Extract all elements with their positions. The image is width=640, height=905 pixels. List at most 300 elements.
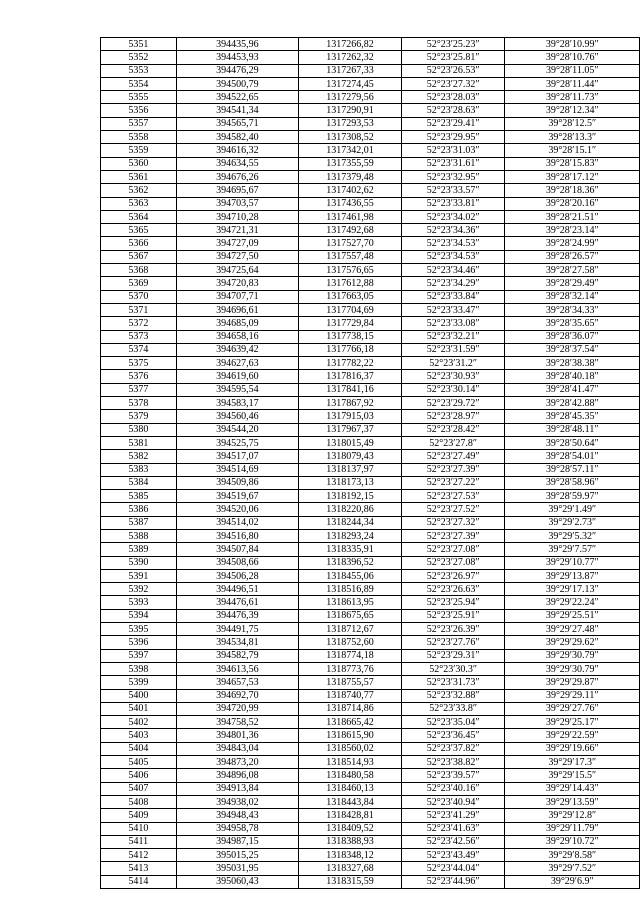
x-coordinate-cell: 394520,06 (176, 503, 299, 516)
table-row (101, 490, 640, 503)
latitude-cell: 52°23′29.41″ (401, 117, 505, 130)
x-coordinate-cell: 394896,08 (176, 769, 299, 782)
point-number-cell: 5355 (101, 91, 177, 104)
longitude-cell: 39°29′10.77″ (505, 556, 640, 569)
y-coordinate-cell: 1317967,37 (299, 423, 402, 436)
longitude-cell: 39°28′15.1″ (505, 144, 640, 157)
x-coordinate-cell: 394619,60 (176, 370, 299, 383)
x-coordinate-cell: 394491,75 (176, 623, 299, 636)
table-row (101, 51, 640, 64)
longitude-cell: 39°29′7.57″ (505, 543, 640, 556)
latitude-cell: 52°23′31.03″ (401, 144, 505, 157)
point-number-cell: 5392 (101, 583, 177, 596)
x-coordinate-cell: 394843,04 (176, 742, 299, 755)
table-row (101, 529, 640, 542)
y-coordinate-cell: 1318244,34 (299, 516, 402, 529)
latitude-cell: 52°23′30.14″ (401, 383, 505, 396)
point-number-cell: 5401 (101, 702, 177, 715)
x-coordinate-cell: 394913,84 (176, 782, 299, 795)
y-coordinate-cell: 1318396,52 (299, 556, 402, 569)
x-coordinate-cell: 394938,02 (176, 795, 299, 808)
table-row (101, 729, 640, 742)
point-number-cell: 5385 (101, 490, 177, 503)
x-coordinate-cell: 394496,51 (176, 583, 299, 596)
latitude-cell: 52°23′29.95″ (401, 131, 505, 144)
latitude-cell: 52°23′28.97″ (401, 410, 505, 423)
table-row (101, 769, 640, 782)
latitude-cell: 52°23′25.81″ (401, 51, 505, 64)
x-coordinate-cell: 394720,99 (176, 702, 299, 715)
longitude-cell: 39°28′13.3″ (505, 131, 640, 144)
x-coordinate-cell: 395060,43 (176, 875, 299, 888)
x-coordinate-cell: 394453,93 (176, 51, 299, 64)
y-coordinate-cell: 1317436,55 (299, 197, 402, 210)
x-coordinate-cell: 394703,57 (176, 197, 299, 210)
x-coordinate-cell: 394519,67 (176, 490, 299, 503)
x-coordinate-cell: 394710,28 (176, 210, 299, 223)
y-coordinate-cell: 1317557,48 (299, 250, 402, 263)
point-number-cell: 5368 (101, 264, 177, 277)
point-number-cell: 5358 (101, 131, 177, 144)
y-coordinate-cell: 1318315,59 (299, 875, 402, 888)
x-coordinate-cell: 394560,46 (176, 410, 299, 423)
point-number-cell: 5363 (101, 197, 177, 210)
point-number-cell: 5377 (101, 383, 177, 396)
longitude-cell: 39°28′32.14″ (505, 290, 640, 303)
table-row (101, 370, 640, 383)
x-coordinate-cell: 394541,34 (176, 104, 299, 117)
latitude-cell: 52°23′27.32″ (401, 516, 505, 529)
x-coordinate-cell: 394509,86 (176, 476, 299, 489)
longitude-cell: 39°28′42.88″ (505, 397, 640, 410)
y-coordinate-cell: 1317379,48 (299, 170, 402, 183)
table-row (101, 250, 640, 263)
latitude-cell: 52°23′25.91″ (401, 609, 505, 622)
x-coordinate-cell: 394685,09 (176, 317, 299, 330)
longitude-cell: 39°29′8.58″ (505, 849, 640, 862)
latitude-cell: 52°23′27.76″ (401, 636, 505, 649)
table-row (101, 290, 640, 303)
point-number-cell: 5375 (101, 357, 177, 370)
longitude-cell: 39°29′27.76″ (505, 702, 640, 715)
latitude-cell: 52°23′29.31″ (401, 649, 505, 662)
y-coordinate-cell: 1317461,98 (299, 210, 402, 223)
point-number-cell: 5403 (101, 729, 177, 742)
x-coordinate-cell: 395031,95 (176, 862, 299, 875)
table-row (101, 662, 640, 675)
table-row (101, 596, 640, 609)
y-coordinate-cell: 1317841,16 (299, 383, 402, 396)
point-number-cell: 5413 (101, 862, 177, 875)
latitude-cell: 52°23′26.53″ (401, 64, 505, 77)
point-number-cell: 5405 (101, 756, 177, 769)
longitude-cell: 39°29′29.87″ (505, 676, 640, 689)
x-coordinate-cell: 394721,31 (176, 224, 299, 237)
latitude-cell: 52°23′33.8″ (401, 702, 505, 715)
latitude-cell: 52°23′43.49″ (401, 849, 505, 862)
point-number-cell: 5362 (101, 184, 177, 197)
table-row (101, 676, 640, 689)
latitude-cell: 52°23′31.59″ (401, 343, 505, 356)
y-coordinate-cell: 1317915,03 (299, 410, 402, 423)
table-row (101, 224, 640, 237)
longitude-cell: 39°28′10.99″ (505, 38, 640, 51)
point-number-cell: 5395 (101, 623, 177, 636)
longitude-cell: 39°29′2.73″ (505, 516, 640, 529)
table-row (101, 742, 640, 755)
latitude-cell: 52°23′34.29″ (401, 277, 505, 290)
x-coordinate-cell: 394506,28 (176, 569, 299, 582)
y-coordinate-cell: 1317663,05 (299, 290, 402, 303)
point-number-cell: 5408 (101, 795, 177, 808)
longitude-cell: 39°29′12.8″ (505, 809, 640, 822)
latitude-cell: 52°23′32.88″ (401, 689, 505, 702)
latitude-cell: 52°23′27.39″ (401, 529, 505, 542)
table-row (101, 330, 640, 343)
longitude-cell: 39°28′48.11″ (505, 423, 640, 436)
point-number-cell: 5398 (101, 662, 177, 675)
table-row (101, 383, 640, 396)
y-coordinate-cell: 1317729,84 (299, 317, 402, 330)
point-number-cell: 5361 (101, 170, 177, 183)
longitude-cell: 39°28′24.99″ (505, 237, 640, 250)
x-coordinate-cell: 394987,15 (176, 835, 299, 848)
x-coordinate-cell: 394534,81 (176, 636, 299, 649)
table-row (101, 782, 640, 795)
latitude-cell: 52°23′32.95″ (401, 170, 505, 183)
longitude-cell: 39°29′14.43″ (505, 782, 640, 795)
longitude-cell: 39°28′20.16″ (505, 197, 640, 210)
latitude-cell: 52°23′35.04″ (401, 716, 505, 729)
table-row (101, 636, 640, 649)
table-row (101, 875, 640, 888)
latitude-cell: 52°23′30.93″ (401, 370, 505, 383)
longitude-cell: 39°29′22.24″ (505, 596, 640, 609)
table-row (101, 503, 640, 516)
longitude-cell: 39°29′29.11″ (505, 689, 640, 702)
table-row (101, 170, 640, 183)
longitude-cell: 39°28′40.18″ (505, 370, 640, 383)
y-coordinate-cell: 1318752,60 (299, 636, 402, 649)
longitude-cell: 39°28′54.01″ (505, 450, 640, 463)
table-row (101, 623, 640, 636)
latitude-cell: 52°23′39.57″ (401, 769, 505, 782)
table-row (101, 357, 640, 370)
longitude-cell: 39°29′17.3″ (505, 756, 640, 769)
longitude-cell: 39°28′35.65″ (505, 317, 640, 330)
latitude-cell: 52°23′44.04″ (401, 862, 505, 875)
table-row (101, 104, 640, 117)
point-number-cell: 5376 (101, 370, 177, 383)
longitude-cell: 39°28′17.12″ (505, 170, 640, 183)
point-number-cell: 5382 (101, 450, 177, 463)
longitude-cell: 39°28′29.49″ (505, 277, 640, 290)
longitude-cell: 39°28′11.44″ (505, 77, 640, 90)
table-row (101, 64, 640, 77)
table-row (101, 556, 640, 569)
latitude-cell: 52°23′34.53″ (401, 250, 505, 263)
table-row (101, 38, 640, 51)
y-coordinate-cell: 1318173,13 (299, 476, 402, 489)
y-coordinate-cell: 1317342,01 (299, 144, 402, 157)
latitude-cell: 52°23′37.82″ (401, 742, 505, 755)
point-number-cell: 5365 (101, 224, 177, 237)
y-coordinate-cell: 1318443,84 (299, 795, 402, 808)
latitude-cell: 52°23′38.82″ (401, 756, 505, 769)
latitude-cell: 52°23′40.16″ (401, 782, 505, 795)
latitude-cell: 52°23′32.21″ (401, 330, 505, 343)
longitude-cell: 39°29′30.79″ (505, 662, 640, 675)
table-row (101, 410, 640, 423)
longitude-cell: 39°28′36.07″ (505, 330, 640, 343)
y-coordinate-cell: 1318514,93 (299, 756, 402, 769)
y-coordinate-cell: 1318665,42 (299, 716, 402, 729)
longitude-cell: 39°28′57.11″ (505, 463, 640, 476)
x-coordinate-cell: 394634,55 (176, 157, 299, 170)
longitude-cell: 39°28′11.73″ (505, 91, 640, 104)
y-coordinate-cell: 1318015,49 (299, 436, 402, 449)
y-coordinate-cell: 1317816,37 (299, 370, 402, 383)
latitude-cell: 52°23′28.63″ (401, 104, 505, 117)
x-coordinate-cell: 394727,50 (176, 250, 299, 263)
x-coordinate-cell: 394507,84 (176, 543, 299, 556)
table-row (101, 862, 640, 875)
table-row (101, 543, 640, 556)
table-row (101, 237, 640, 250)
latitude-cell: 52°23′34.36″ (401, 224, 505, 237)
table-row (101, 144, 640, 157)
point-number-cell: 5410 (101, 822, 177, 835)
point-number-cell: 5400 (101, 689, 177, 702)
table-row (101, 77, 640, 90)
latitude-cell: 52°23′26.97″ (401, 569, 505, 582)
point-number-cell: 5371 (101, 303, 177, 316)
x-coordinate-cell: 394514,02 (176, 516, 299, 529)
y-coordinate-cell: 1317293,53 (299, 117, 402, 130)
point-number-cell: 5383 (101, 463, 177, 476)
longitude-cell: 39°28′58.96″ (505, 476, 640, 489)
table-row (101, 303, 640, 316)
point-number-cell: 5352 (101, 51, 177, 64)
latitude-cell: 52°23′40.94″ (401, 795, 505, 808)
y-coordinate-cell: 1318773,76 (299, 662, 402, 675)
y-coordinate-cell: 1317267,33 (299, 64, 402, 77)
table-row (101, 835, 640, 848)
latitude-cell: 52°23′41.29″ (401, 809, 505, 822)
longitude-cell: 39°29′27.48″ (505, 623, 640, 636)
y-coordinate-cell: 1317290,91 (299, 104, 402, 117)
x-coordinate-cell: 394695,67 (176, 184, 299, 197)
x-coordinate-cell: 394517,07 (176, 450, 299, 463)
longitude-cell: 39°28′11.05″ (505, 64, 640, 77)
y-coordinate-cell: 1318480,58 (299, 769, 402, 782)
point-number-cell: 5390 (101, 556, 177, 569)
longitude-cell: 39°29′7.52″ (505, 862, 640, 875)
point-number-cell: 5351 (101, 38, 177, 51)
point-number-cell: 5407 (101, 782, 177, 795)
longitude-cell: 39°29′29.62″ (505, 636, 640, 649)
latitude-cell: 52°23′27.52″ (401, 503, 505, 516)
x-coordinate-cell: 394514,69 (176, 463, 299, 476)
point-number-cell: 5393 (101, 596, 177, 609)
y-coordinate-cell: 1317279,56 (299, 91, 402, 104)
table-row (101, 184, 640, 197)
x-coordinate-cell: 394616,32 (176, 144, 299, 157)
x-coordinate-cell: 394639,42 (176, 343, 299, 356)
y-coordinate-cell: 1317266,82 (299, 38, 402, 51)
longitude-cell: 39°28′27.58″ (505, 264, 640, 277)
table-row (101, 756, 640, 769)
x-coordinate-cell: 394544,20 (176, 423, 299, 436)
point-number-cell: 5380 (101, 423, 177, 436)
table-row (101, 795, 640, 808)
point-number-cell: 5378 (101, 397, 177, 410)
y-coordinate-cell: 1317492,68 (299, 224, 402, 237)
x-coordinate-cell: 394658,16 (176, 330, 299, 343)
y-coordinate-cell: 1318327,68 (299, 862, 402, 875)
x-coordinate-cell: 394595,54 (176, 383, 299, 396)
x-coordinate-cell: 394873,20 (176, 756, 299, 769)
longitude-cell: 39°28′34.33″ (505, 303, 640, 316)
longitude-cell: 39°29′19.66″ (505, 742, 640, 755)
x-coordinate-cell: 394692,70 (176, 689, 299, 702)
longitude-cell: 39°28′21.51″ (505, 210, 640, 223)
y-coordinate-cell: 1317527,70 (299, 237, 402, 250)
y-coordinate-cell: 1318774,18 (299, 649, 402, 662)
point-number-cell: 5367 (101, 250, 177, 263)
longitude-cell: 39°29′25.17″ (505, 716, 640, 729)
latitude-cell: 52°23′44.96″ (401, 875, 505, 888)
latitude-cell: 52°23′28.03″ (401, 91, 505, 104)
x-coordinate-cell: 394657,53 (176, 676, 299, 689)
latitude-cell: 52°23′34.02″ (401, 210, 505, 223)
longitude-cell: 39°28′12.34″ (505, 104, 640, 117)
longitude-cell: 39°29′17.13″ (505, 583, 640, 596)
point-number-cell: 5373 (101, 330, 177, 343)
y-coordinate-cell: 1318409,52 (299, 822, 402, 835)
y-coordinate-cell: 1318335,91 (299, 543, 402, 556)
latitude-cell: 52°23′25.23″ (401, 38, 505, 51)
point-number-cell: 5399 (101, 676, 177, 689)
table-row (101, 689, 640, 702)
latitude-cell: 52°23′31.73″ (401, 676, 505, 689)
longitude-cell: 39°28′12.5″ (505, 117, 640, 130)
x-coordinate-cell: 394676,26 (176, 170, 299, 183)
y-coordinate-cell: 1318293,24 (299, 529, 402, 542)
y-coordinate-cell: 1318455,06 (299, 569, 402, 582)
point-number-cell: 5369 (101, 277, 177, 290)
point-number-cell: 5391 (101, 569, 177, 582)
table-row (101, 476, 640, 489)
table-row (101, 569, 640, 582)
y-coordinate-cell: 1318613,95 (299, 596, 402, 609)
x-coordinate-cell: 394435,96 (176, 38, 299, 51)
point-number-cell: 5381 (101, 436, 177, 449)
x-coordinate-cell: 394627,63 (176, 357, 299, 370)
table-row (101, 849, 640, 862)
latitude-cell: 52°23′31.2″ (401, 357, 505, 370)
latitude-cell: 52°23′33.81″ (401, 197, 505, 210)
longitude-cell: 39°28′10.76″ (505, 51, 640, 64)
y-coordinate-cell: 1318560,02 (299, 742, 402, 755)
y-coordinate-cell: 1318137,97 (299, 463, 402, 476)
point-number-cell: 5354 (101, 77, 177, 90)
y-coordinate-cell: 1318740,77 (299, 689, 402, 702)
latitude-cell: 52°23′34.46″ (401, 264, 505, 277)
y-coordinate-cell: 1317867,92 (299, 397, 402, 410)
latitude-cell: 52°23′25.94″ (401, 596, 505, 609)
y-coordinate-cell: 1317576,65 (299, 264, 402, 277)
latitude-cell: 52°23′26.63″ (401, 583, 505, 596)
x-coordinate-cell: 394508,66 (176, 556, 299, 569)
table-row (101, 463, 640, 476)
x-coordinate-cell: 394476,29 (176, 64, 299, 77)
point-number-cell: 5388 (101, 529, 177, 542)
table-row (101, 210, 640, 223)
latitude-cell: 52°23′36.45″ (401, 729, 505, 742)
table-row (101, 450, 640, 463)
longitude-cell: 39°28′50.64″ (505, 436, 640, 449)
x-coordinate-cell: 394565,71 (176, 117, 299, 130)
latitude-cell: 52°23′27.53″ (401, 490, 505, 503)
longitude-cell: 39°28′38.38″ (505, 357, 640, 370)
latitude-cell: 52°23′31.61″ (401, 157, 505, 170)
x-coordinate-cell: 394727,09 (176, 237, 299, 250)
latitude-cell: 52°23′26.39″ (401, 623, 505, 636)
longitude-cell: 39°28′23.14″ (505, 224, 640, 237)
point-number-cell: 5366 (101, 237, 177, 250)
latitude-cell: 52°23′33.57″ (401, 184, 505, 197)
y-coordinate-cell: 1317704,69 (299, 303, 402, 316)
latitude-cell: 52°23′30.3″ (401, 662, 505, 675)
y-coordinate-cell: 1318516,89 (299, 583, 402, 596)
latitude-cell: 52°23′27.8″ (401, 436, 505, 449)
latitude-cell: 52°23′28.42″ (401, 423, 505, 436)
x-coordinate-cell: 394525,75 (176, 436, 299, 449)
longitude-cell: 39°28′18.36″ (505, 184, 640, 197)
latitude-cell: 52°23′29.72″ (401, 397, 505, 410)
y-coordinate-cell: 1318079,43 (299, 450, 402, 463)
latitude-cell: 52°23′33.08″ (401, 317, 505, 330)
table-row (101, 343, 640, 356)
x-coordinate-cell: 394758,52 (176, 716, 299, 729)
longitude-cell: 39°29′22.59″ (505, 729, 640, 742)
y-coordinate-cell: 1318460,13 (299, 782, 402, 795)
y-coordinate-cell: 1317738,15 (299, 330, 402, 343)
longitude-cell: 39°28′59.97″ (505, 490, 640, 503)
y-coordinate-cell: 1318755,57 (299, 676, 402, 689)
table-row (101, 609, 640, 622)
longitude-cell: 39°29′13.87″ (505, 569, 640, 582)
longitude-cell: 39°28′45.35″ (505, 410, 640, 423)
x-coordinate-cell: 395015,25 (176, 849, 299, 862)
latitude-cell: 52°23′27.22″ (401, 476, 505, 489)
longitude-cell: 39°29′11.79″ (505, 822, 640, 835)
x-coordinate-cell: 394707,71 (176, 290, 299, 303)
point-number-cell: 5409 (101, 809, 177, 822)
point-number-cell: 5387 (101, 516, 177, 529)
y-coordinate-cell: 1317262,32 (299, 51, 402, 64)
point-number-cell: 5372 (101, 317, 177, 330)
x-coordinate-cell: 394613,56 (176, 662, 299, 675)
table-row (101, 516, 640, 529)
latitude-cell: 52°23′42.56″ (401, 835, 505, 848)
longitude-cell: 39°29′13.59″ (505, 795, 640, 808)
point-number-cell: 5402 (101, 716, 177, 729)
y-coordinate-cell: 1317782,22 (299, 357, 402, 370)
y-coordinate-cell: 1318192,15 (299, 490, 402, 503)
y-coordinate-cell: 1318712,67 (299, 623, 402, 636)
